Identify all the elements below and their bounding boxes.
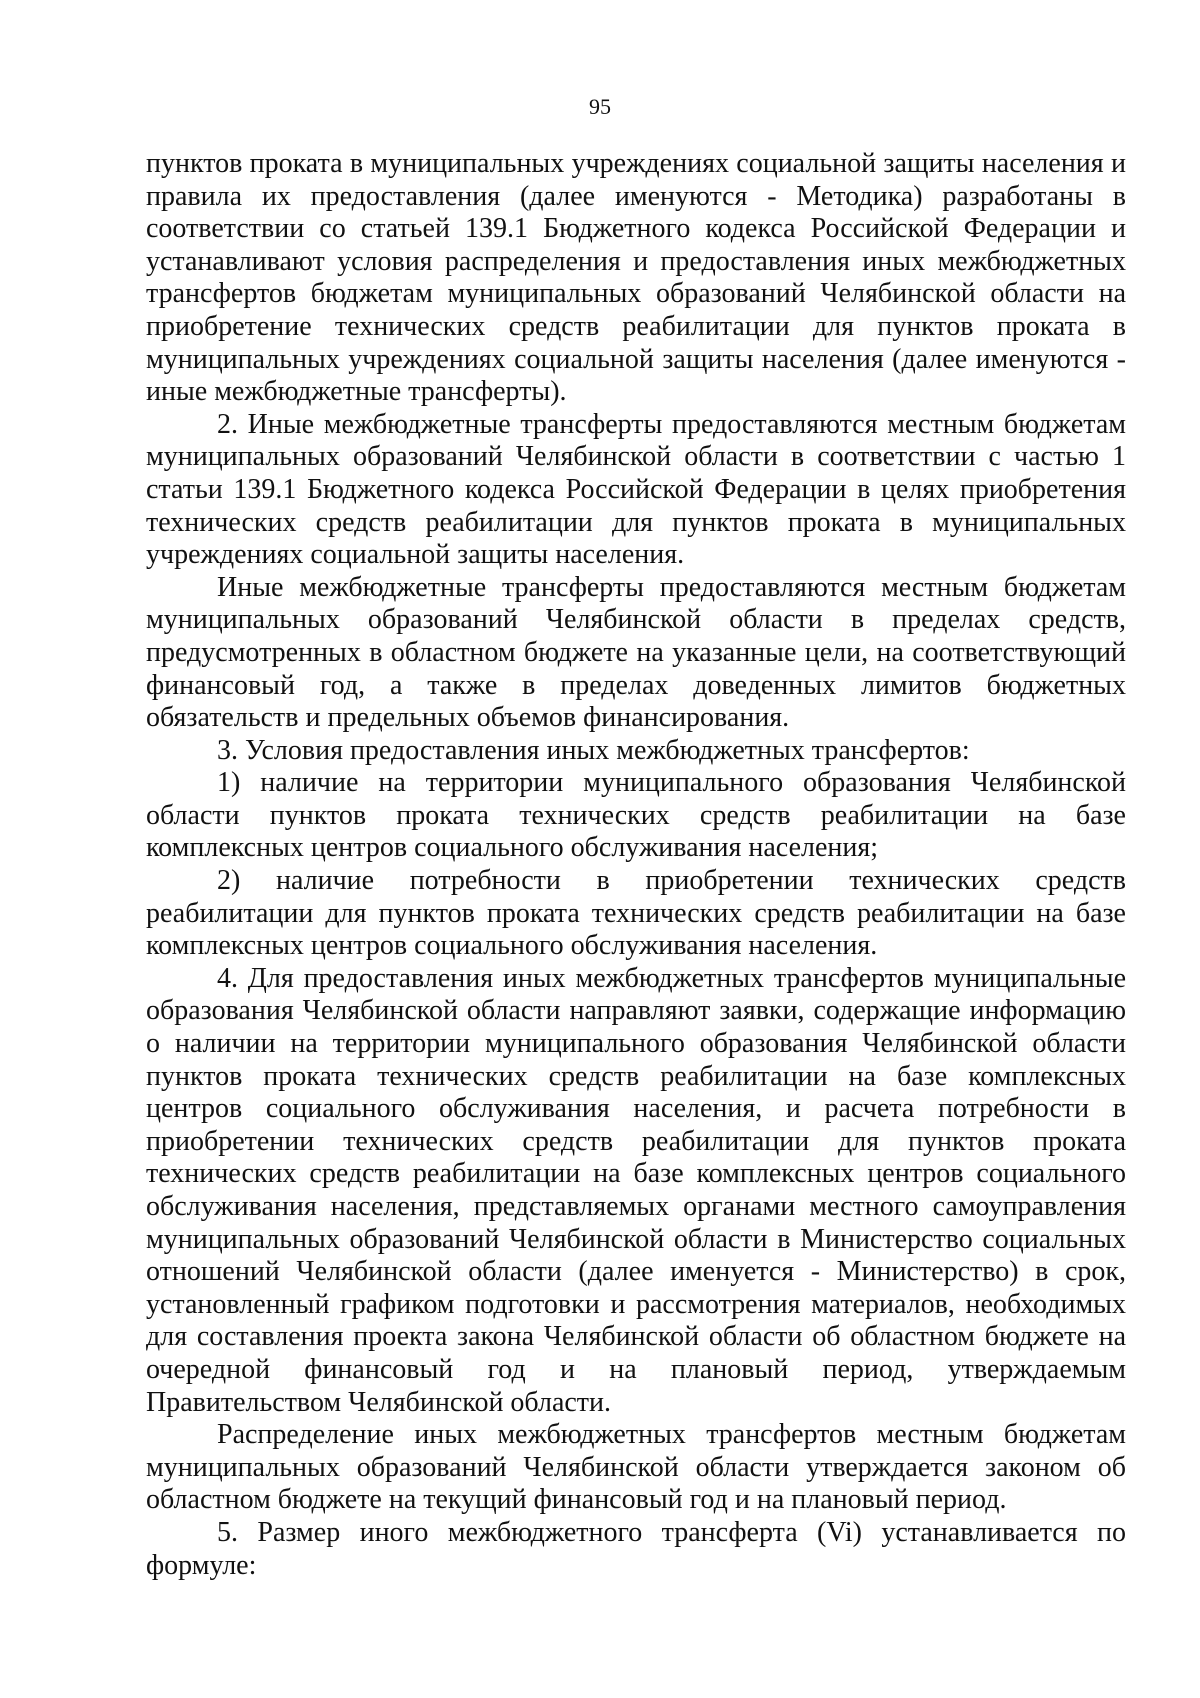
paragraph-item-3-heading: 3. Условия предоставления иных межбюджетных трансфертов: [217,734,970,766]
paragraph-item-4: 4. Для предоставления иных межбюджетных трансфертов муниципальные образования Челябинской области направляют заявки, содержащие информацию о наличии на территории муниципального образования Челябинской области пунктов проката технических средств реабилитации на базе комплексных центров социального обслуживания населения, и расчета потребности в приобретении технических средств реабилитации для пунктов проката технических средств реабилитации на базе комплексных центров социального обслуживания населения, представляемых органами местного самоуправления муниципальных образований Челябинской области в Министерство социальных отношений Челябинской области (далее именуется - Министерство) в срок, установленный графиком подготовки и рассмотрения материалов, необходимых для составления проекта закона Челябинской области об областном бюджете на очередной финансовый год и на плановый период, утверждаемым Правительством Челябинской области. [146,962,1126,1418]
paragraph-condition-2: 2) наличие потребности в приобретении технических средств реабилитации для пунктов проката технических средств реабилитации на базе комплексных центров социального обслуживания населения. [146,865,1126,962]
paragraph-funding-limits: Иные межбюджетные трансферты предоставляются местным бюджетам муниципальных образований Челябинской области в пределах средств, предусмотренных в областном бюджете на указанные цели, на соответствующий финансовый год, а также в пределах доведенных лимитов бюджетных обязательств и предельных объемов финансирования. [146,571,1126,734]
paragraph-condition-1: 1) наличие на территории муниципального образования Челябинской области пунктов проката технических средств реабилитации на базе комплексных центров социального обслуживания населения; [146,767,1126,864]
paragraph-methodology-intro: пунктов проката в муниципальных учреждениях социальной защиты населения и правила их предоставления (далее именуются - Методика) разработаны в соответствии со статьей 139.1 Бюджетного кодекса Российской Федерации и устанавливают условия распределения и предоставления иных межбюджетных трансфертов бюджетам муниципальных образований Челябинской области на приобретение технических средств реабилитации для пунктов проката в муниципальных учреждениях социальной защиты населения (далее именуются - иные межбюджетные трансферты). [146,148,1126,408]
paragraph-distribution: Распределение иных межбюджетных трансфертов местным бюджетам муниципальных образований Челябинской области утверждается законом об областном бюджете на текущий финансовый год и на плановый период. [146,1419,1126,1516]
page-number: 95 [589,94,611,119]
document-body [146,148,1126,1582]
paragraph-item-2: 2. Иные межбюджетные трансферты предоставляются местным бюджетам муниципальных образований Челябинской области в соответствии с частью 1 статьи 139.1 Бюджетного кодекса Российской Федерации в целях приобретения технических средств реабилитации для пунктов проката в муниципальных учреждениях социальной защиты населения. [146,408,1126,571]
paragraph-item-5: 5. Размер иного межбюджетного трансферта (Vi) устанавливается по формуле: [146,1516,1126,1581]
